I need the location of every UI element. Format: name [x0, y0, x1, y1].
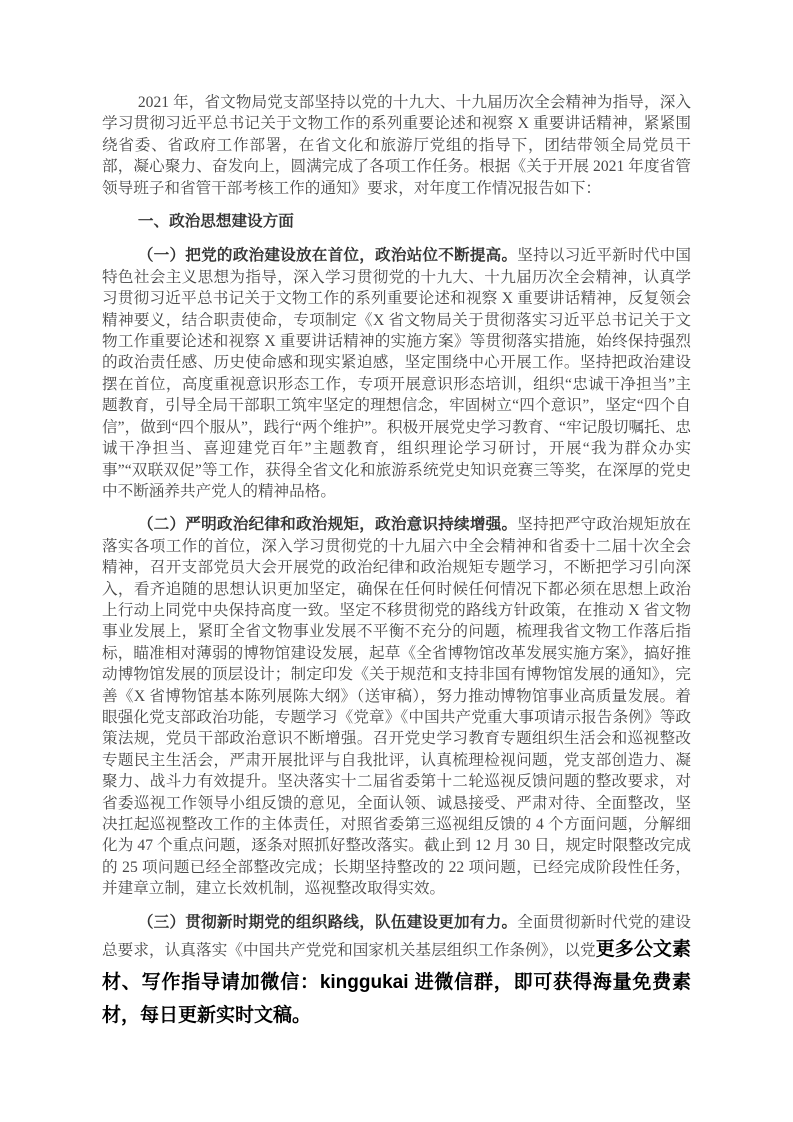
section-1-heading-text: 一、政治思想建设方面	[137, 213, 294, 231]
subsection-2-lead: （二）严明政治纪律和政治规矩，政治意识持续增强。	[137, 516, 518, 534]
subsection-2-body: 坚持把严守政治规矩放在落实各项工作的首位，深入学习贯彻党的十九届六中全会精神和省委十二届十次全会精神，召开支部党员大会开展党的政治纪律和政治规矩专题学习，不断把学习引向深入，看齐追随的思想认识更加坚定，确保在任何时候任何情况下都必须在思想上政治上行动上同党中央保持高度一致。坚定不移贯彻党的路线方针政策，在推动 X 省文物事业发展上，紧盯全省文物事业发展不平衡不充分的问题，梳理我省文物工作落后指标，瞄准相对薄弱的博物馆建设发展，起草《全省博物馆改革发展实施方案》，搞好推动博物馆发展的顶层设计；制定印发《关于规范和支持非国有博物馆发展的通知》，完善《X 省博物馆基本陈列展陈大纲》（送审稿），努力推动博物馆事业高质量发展。着眼强化党支部政治功能，专题学习《党章》《中国共产党重大事项请示报告条例》等政策法规，党员干部政治意识不断增强。召开党史学习教育专题组织生活会和巡视整改专题民主生活会，严肃开展批评与自我批评，认真梳理检视问题，党支部创造力、凝聚力、战斗力有效提升。坚决落实十二届省委第十二轮巡视反馈问题的整改要求，对省委巡视工作领导小组反馈的意见，全面认领、诚恳接受、严肃对待、全面整改，坚决扛起巡视整改工作的主体责任，对照省委第三巡视组反馈的 4 个方面问题，分解细化为 47 个重点问题，逐条对照抓好整改落实。截止到 12 月 30 日，规定时限整改完成的 25 项问题已经全部整改完成；长期坚持整改的 22 项问题，已经完成阶段性任务，并建章立制，建立长效机制，巡视整改取得实效。	[102, 516, 691, 898]
subsection-3-paragraph	[102, 912, 691, 1032]
subsection-1-lead: （一）把党的政治建设放在首位，政治站位不断提高。	[137, 247, 518, 265]
subsection-1-paragraph	[102, 245, 691, 502]
subsection-3-lead: （三）贯彻新时期党的组织路线，队伍建设更加有力。	[137, 913, 518, 931]
section-1-heading	[102, 211, 691, 232]
intro-paragraph	[102, 92, 691, 199]
intro-text: 2021 年，省文物局党支部坚持以党的十九大、十九届历次全会精神为指导，深入学习贯彻习近平总书记关于文物工作的系列重要论述和视察 X 重要讲话精神，紧紧围绕省委、省政府工作部署，在省文化和旅游厅党组的指导下，团结带领全局党员干部，凝心聚力、奋发向上，圆满完成了各项工作任务。根据《关于开展 2021 年度省管领导班子和省管干部考核工作的通知》要求，对年度工作情况报告如下：	[102, 94, 691, 197]
subsection-3-body: 全面贯彻新时代党的建设总要求，认真落实《中国共产党党和国家机关基层组织工作条例》，以党	[102, 913, 691, 960]
promo-watermark-text: 更多公文素材、写作指导请加微信：kinggukai 进微信群，即可获得海量免费素材，每日更新实时文稿。	[102, 939, 691, 1027]
subsection-1-body: 坚持以习近平新时代中国特色社会主义思想为指导，深入学习贯彻党的十九大、十九届历次全会精神，认真学习贯彻习近平总书记关于文物工作的系列重要论述和视察 X 重要讲话精神，反复领会精神要义，结合职责使命，专项制定《X 省文物局关于贯彻落实习近平总书记关于文物工作重要论述和视察 X 重要讲话精神的实施方案》等贯彻落实措施，始终保持强烈的政治责任感、历史使命感和现实紧迫感，坚定围绕中心开展工作。坚持把政治建设摆在首位，高度重视意识形态工作，专项开展意识形态培训，组织“忠诚干净担当”主题教育，引导全局干部职工筑牢坚定的理想信念，牢固树立“四个意识”，坚定“四个自信”，做到“四个服从”，践行“两个维护”。积极开展党史学习教育、“牢记殷切嘱托、忠诚干净担当、喜迎建党百年”主题教育，组织理论学习研讨，开展“我为群众办实事”“双联双促”等工作，获得全省文化和旅游系统党史知识竞赛三等奖，在深厚的党史中不断涵养共产党人的精神品格。	[102, 247, 691, 500]
subsection-2-paragraph	[102, 514, 691, 899]
